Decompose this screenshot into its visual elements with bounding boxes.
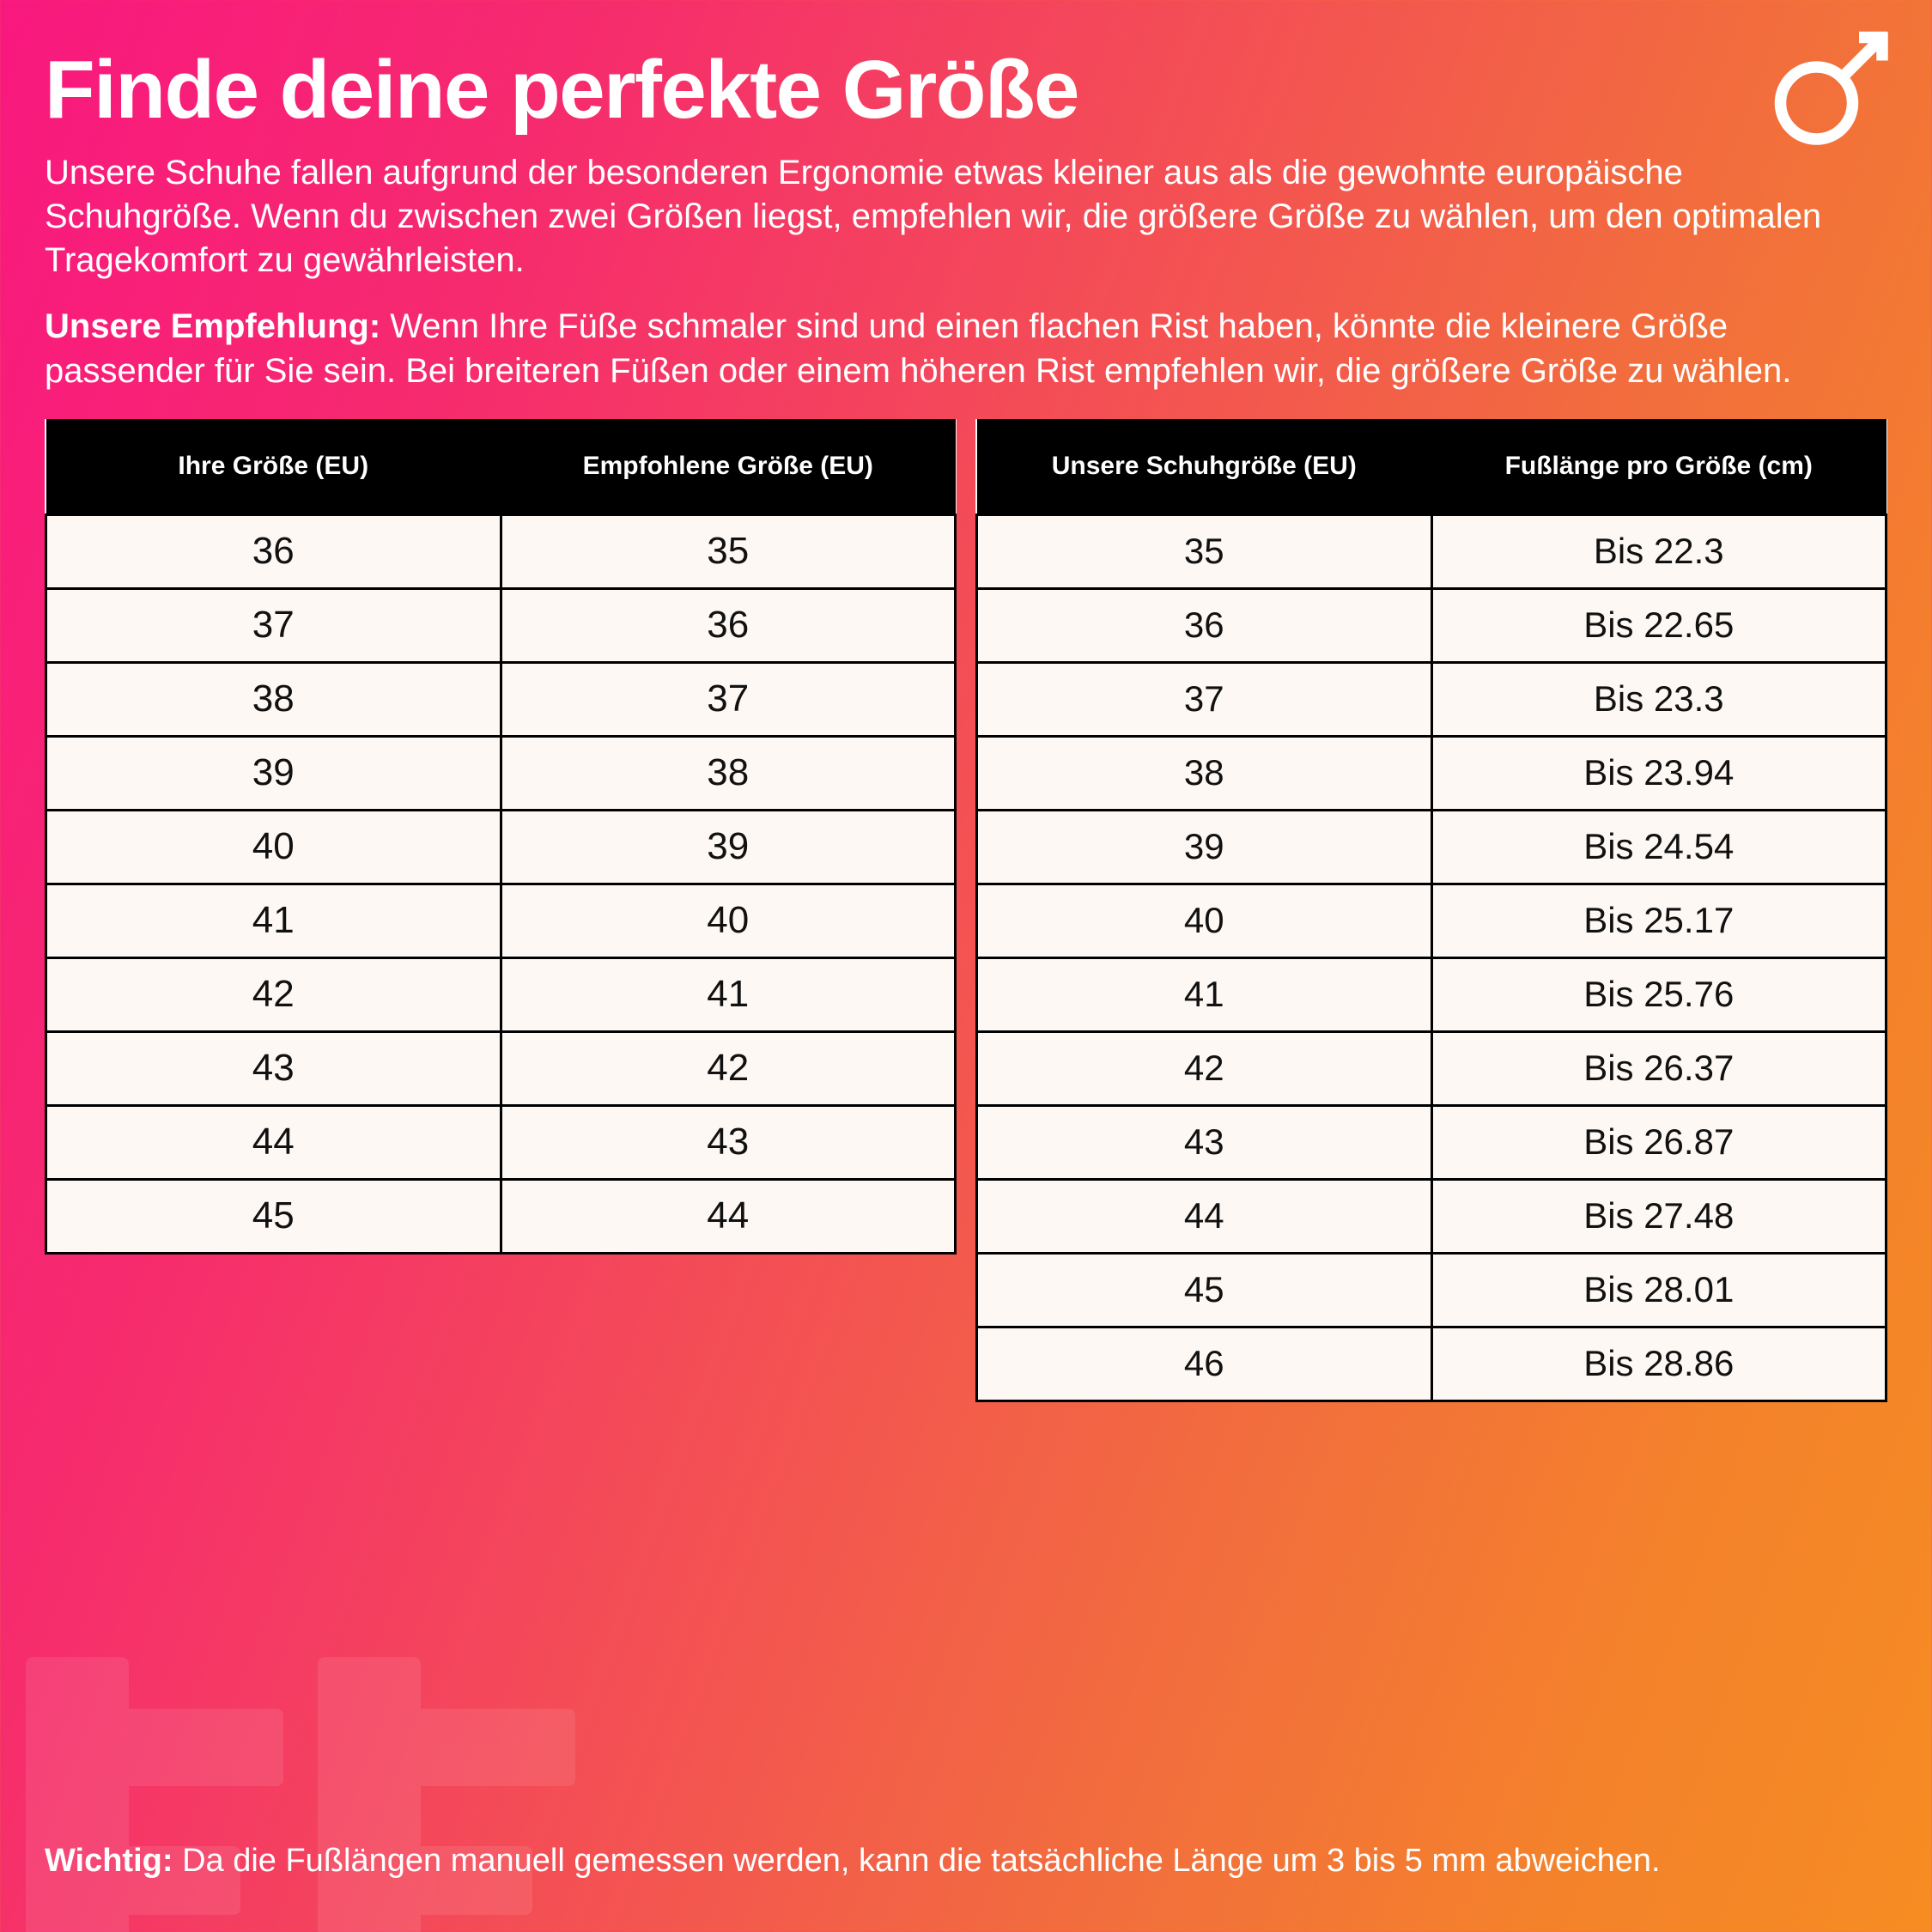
cell-size: 42	[46, 957, 501, 1031]
important-text: Da die Fußlängen manuell gemessen werden, kann die tatsächliche Länge um 3 bis 5 mm abweichen.	[173, 1842, 1661, 1879]
column-header-recommended-size: Empfohlene Größe (EU)	[501, 419, 956, 515]
size-tables-container	[45, 419, 1887, 1402]
table-row	[977, 884, 1886, 957]
cell-size: 37	[977, 662, 1432, 736]
cell-value: Bis 28.01	[1431, 1253, 1886, 1327]
column-header-our-size: Unsere Schuhgröße (EU)	[977, 419, 1432, 515]
table-row	[46, 810, 956, 884]
cell-size: 45	[46, 1179, 501, 1253]
cell-value: 42	[501, 1031, 956, 1105]
recommendation-label: Unsere Empfehlung:	[45, 307, 381, 346]
table-row	[46, 514, 956, 588]
cell-size: 44	[46, 1105, 501, 1179]
cell-value: 35	[501, 514, 956, 588]
intro-paragraph: Unsere Schuhe fallen aufgrund der besonderen Ergonomie etwas kleiner aus als die gewohnte europäische Schuhgröße. Wenn du zwischen zwei Größen liegst, empfehlen wir, die größere Größe zu wählen, um den optimalen Tragekomfort zu gewährleisten.	[45, 153, 1822, 280]
cell-value: Bis 26.87	[1431, 1105, 1886, 1179]
table-row	[977, 662, 1886, 736]
cell-size: 38	[46, 662, 501, 736]
table-header-row	[46, 419, 956, 515]
cell-size: 44	[977, 1179, 1432, 1253]
cell-value: 40	[501, 884, 956, 957]
table-header-row	[977, 419, 1886, 515]
decorative-watermark	[0, 1623, 919, 1932]
cell-size: 36	[977, 588, 1432, 662]
table-row	[977, 957, 1886, 1031]
cell-value: Bis 26.37	[1431, 1031, 1886, 1105]
recommendation-paragraph	[45, 305, 1887, 392]
cell-size: 42	[977, 1031, 1432, 1105]
cell-size: 43	[977, 1105, 1432, 1179]
cell-value: Bis 28.86	[1431, 1327, 1886, 1400]
cell-size: 41	[46, 884, 501, 957]
cell-value: 39	[501, 810, 956, 884]
cell-size: 39	[46, 736, 501, 810]
cell-size: 37	[46, 588, 501, 662]
important-paragraph	[45, 1840, 1887, 1882]
table-row	[977, 1179, 1886, 1253]
cell-size: 46	[977, 1327, 1432, 1400]
table-row	[977, 736, 1886, 810]
table-row	[46, 588, 956, 662]
table-row	[977, 1105, 1886, 1179]
size-conversion-table	[45, 419, 957, 1255]
footlength-table-block	[975, 419, 1887, 1402]
cell-size: 38	[977, 736, 1432, 810]
table-row	[46, 957, 956, 1031]
cell-size: 39	[977, 810, 1432, 884]
table-row	[977, 810, 1886, 884]
cell-value: Bis 22.3	[1431, 514, 1886, 588]
male-gender-icon	[1764, 26, 1893, 155]
recommendation-text: Wenn Ihre Füße schmaler sind und einen flachen Rist haben, könnte die kleinere Größe passender für Sie sein. Bei breiteren Füßen oder einem höheren Rist empfehlen wir, die größere Größe zu wählen.	[45, 307, 1792, 390]
column-header-foot-length: Fußlänge pro Größe (cm)	[1431, 419, 1886, 515]
foot-length-table	[975, 419, 1887, 1402]
table-row	[977, 1327, 1886, 1400]
page-title: Finde deine perfekte Größe	[45, 44, 1078, 136]
cell-size: 43	[46, 1031, 501, 1105]
footer-note	[45, 1840, 1887, 1882]
cell-value: 43	[501, 1105, 956, 1179]
cell-size: 36	[46, 514, 501, 588]
important-label: Wichtig:	[45, 1842, 173, 1879]
cell-value: Bis 24.54	[1431, 810, 1886, 884]
cell-value: 36	[501, 588, 956, 662]
cell-value: 38	[501, 736, 956, 810]
table-row	[46, 1179, 956, 1253]
cell-value: Bis 22.65	[1431, 588, 1886, 662]
table-row	[977, 1253, 1886, 1327]
table-row	[46, 884, 956, 957]
cell-value: 44	[501, 1179, 956, 1253]
cell-value: Bis 25.76	[1431, 957, 1886, 1031]
conversion-table-block	[45, 419, 957, 1402]
table-row	[46, 1105, 956, 1179]
table-row	[46, 662, 956, 736]
cell-size: 45	[977, 1253, 1432, 1327]
column-header-your-size: Ihre Größe (EU)	[46, 419, 501, 515]
cell-value: 41	[501, 957, 956, 1031]
cell-size: 35	[977, 514, 1432, 588]
cell-size: 40	[46, 810, 501, 884]
cell-value: Bis 23.3	[1431, 662, 1886, 736]
table-row	[46, 736, 956, 810]
table-row	[977, 1031, 1886, 1105]
cell-size: 40	[977, 884, 1432, 957]
cell-value: Bis 25.17	[1431, 884, 1886, 957]
cell-value: 37	[501, 662, 956, 736]
cell-value: Bis 23.94	[1431, 736, 1886, 810]
table-row	[46, 1031, 956, 1105]
table-row	[977, 514, 1886, 588]
table-row	[977, 588, 1886, 662]
cell-value: Bis 27.48	[1431, 1179, 1886, 1253]
cell-size: 41	[977, 957, 1432, 1031]
